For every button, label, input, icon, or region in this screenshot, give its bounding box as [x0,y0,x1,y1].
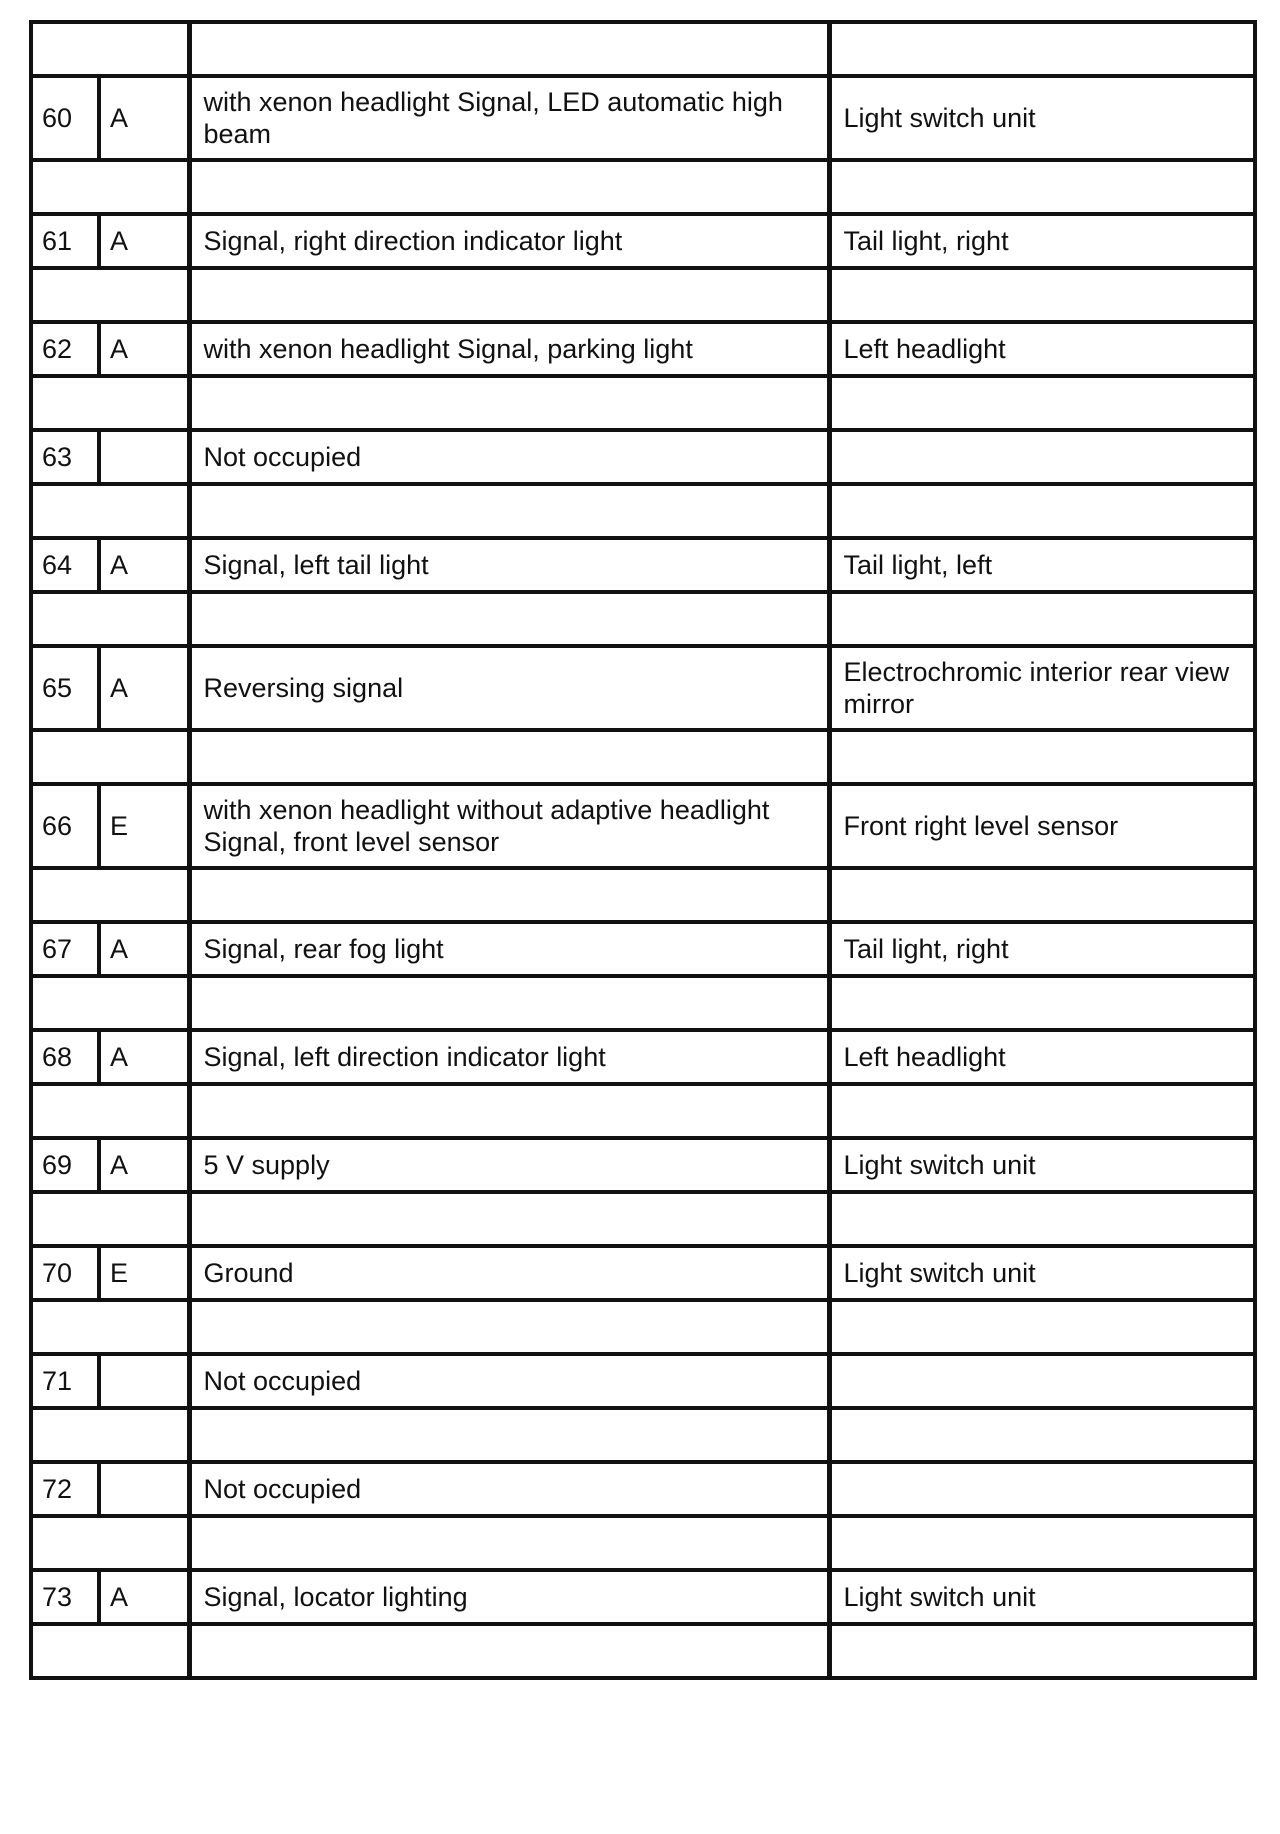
table-row [31,1138,1255,1192]
spacer-cell [31,376,189,430]
signal-type-cell: A [99,1030,189,1084]
pin-number-cell: 69 [31,1138,99,1192]
spacer-cell [31,22,189,76]
spacer-cell [189,268,829,322]
spacer-cell [189,1300,829,1354]
table-row [31,922,1255,976]
spacer-cell [31,1408,189,1462]
component-cell: Light switch unit [829,1246,1255,1300]
spacer-row [31,868,1255,922]
description-cell: Not occupied [189,1354,829,1408]
spacer-cell [829,376,1255,430]
pin-number-cell: 62 [31,322,99,376]
description-cell: 5 V supply [189,1138,829,1192]
component-cell: Light switch unit [829,1138,1255,1192]
table-row [31,76,1255,160]
description-cell: Signal, locator lighting [189,1570,829,1624]
pin-number-cell: 68 [31,1030,99,1084]
spacer-row [31,160,1255,214]
spacer-cell [31,484,189,538]
pin-number-cell: 60 [31,76,99,160]
spacer-cell [829,592,1255,646]
spacer-row [31,1624,1255,1678]
spacer-cell [189,868,829,922]
table-row [31,1246,1255,1300]
spacer-cell [829,484,1255,538]
spacer-row [31,22,1255,76]
spacer-row [31,976,1255,1030]
table-row [31,430,1255,484]
pin-number-cell: 64 [31,538,99,592]
signal-type-cell [99,1354,189,1408]
spacer-cell [189,1192,829,1246]
spacer-cell [829,1300,1255,1354]
spacer-row [31,376,1255,430]
spacer-row [31,1192,1255,1246]
spacer-cell [829,868,1255,922]
description-cell: Signal, right direction indicator light [189,214,829,268]
spacer-cell [189,1624,829,1678]
spacer-cell [31,1192,189,1246]
pin-assignment-table [29,20,1257,1680]
description-cell: with xenon headlight without adaptive headlight Signal, front level sensor [189,784,829,868]
spacer-cell [189,592,829,646]
spacer-cell [189,376,829,430]
table-row [31,538,1255,592]
pin-number-cell: 63 [31,430,99,484]
spacer-cell [31,592,189,646]
spacer-row [31,1408,1255,1462]
spacer-cell [829,22,1255,76]
spacer-cell [829,1516,1255,1570]
description-cell: Not occupied [189,430,829,484]
component-cell [829,430,1255,484]
description-cell: Signal, rear fog light [189,922,829,976]
pin-number-cell: 66 [31,784,99,868]
spacer-cell [829,1192,1255,1246]
signal-type-cell: A [99,538,189,592]
component-cell: Left headlight [829,1030,1255,1084]
spacer-cell [189,976,829,1030]
pin-number-cell: 65 [31,646,99,730]
signal-type-cell: A [99,646,189,730]
spacer-cell [31,1084,189,1138]
pin-number-cell: 71 [31,1354,99,1408]
spacer-cell [189,1516,829,1570]
table-row [31,1462,1255,1516]
spacer-cell [31,1516,189,1570]
signal-type-cell: E [99,1246,189,1300]
spacer-cell [31,268,189,322]
spacer-cell [829,1624,1255,1678]
component-cell: Tail light, right [829,214,1255,268]
spacer-cell [829,268,1255,322]
signal-type-cell: A [99,214,189,268]
spacer-cell [31,1300,189,1354]
signal-type-cell [99,430,189,484]
spacer-row [31,730,1255,784]
spacer-cell [829,1084,1255,1138]
spacer-cell [31,868,189,922]
pin-number-cell: 70 [31,1246,99,1300]
signal-type-cell: A [99,1570,189,1624]
spacer-row [31,1084,1255,1138]
spacer-cell [189,484,829,538]
component-cell [829,1462,1255,1516]
spacer-cell [189,1408,829,1462]
signal-type-cell: A [99,1138,189,1192]
description-cell: Not occupied [189,1462,829,1516]
component-cell: Tail light, left [829,538,1255,592]
spacer-cell [829,160,1255,214]
spacer-cell [189,22,829,76]
spacer-cell [189,160,829,214]
spacer-cell [31,730,189,784]
pin-number-cell: 67 [31,922,99,976]
component-cell: Light switch unit [829,76,1255,160]
pin-number-cell: 73 [31,1570,99,1624]
spacer-row [31,1516,1255,1570]
description-cell: with xenon headlight Signal, LED automatic high beam [189,76,829,160]
spacer-row [31,1300,1255,1354]
spacer-row [31,268,1255,322]
pin-number-cell: 72 [31,1462,99,1516]
signal-type-cell: A [99,322,189,376]
component-cell: Electrochromic interior rear view mirror [829,646,1255,730]
signal-type-cell [99,1462,189,1516]
description-cell: Signal, left tail light [189,538,829,592]
spacer-cell [829,976,1255,1030]
signal-type-cell: A [99,922,189,976]
description-cell: Signal, left direction indicator light [189,1030,829,1084]
spacer-row [31,484,1255,538]
component-cell [829,1354,1255,1408]
table-row [31,646,1255,730]
table-row [31,214,1255,268]
table-row [31,1570,1255,1624]
spacer-cell [31,1624,189,1678]
spacer-cell [189,730,829,784]
component-cell: Left headlight [829,322,1255,376]
pin-number-cell: 61 [31,214,99,268]
spacer-cell [189,1084,829,1138]
spacer-cell [829,1408,1255,1462]
table-row [31,784,1255,868]
table-row [31,1030,1255,1084]
spacer-row [31,592,1255,646]
description-cell: with xenon headlight Signal, parking light [189,322,829,376]
table-row [31,322,1255,376]
component-cell: Light switch unit [829,1570,1255,1624]
description-cell: Ground [189,1246,829,1300]
description-cell: Reversing signal [189,646,829,730]
signal-type-cell: E [99,784,189,868]
signal-type-cell: A [99,76,189,160]
spacer-cell [31,976,189,1030]
component-cell: Tail light, right [829,922,1255,976]
table-row [31,1354,1255,1408]
spacer-cell [829,730,1255,784]
component-cell: Front right level sensor [829,784,1255,868]
spacer-cell [31,160,189,214]
